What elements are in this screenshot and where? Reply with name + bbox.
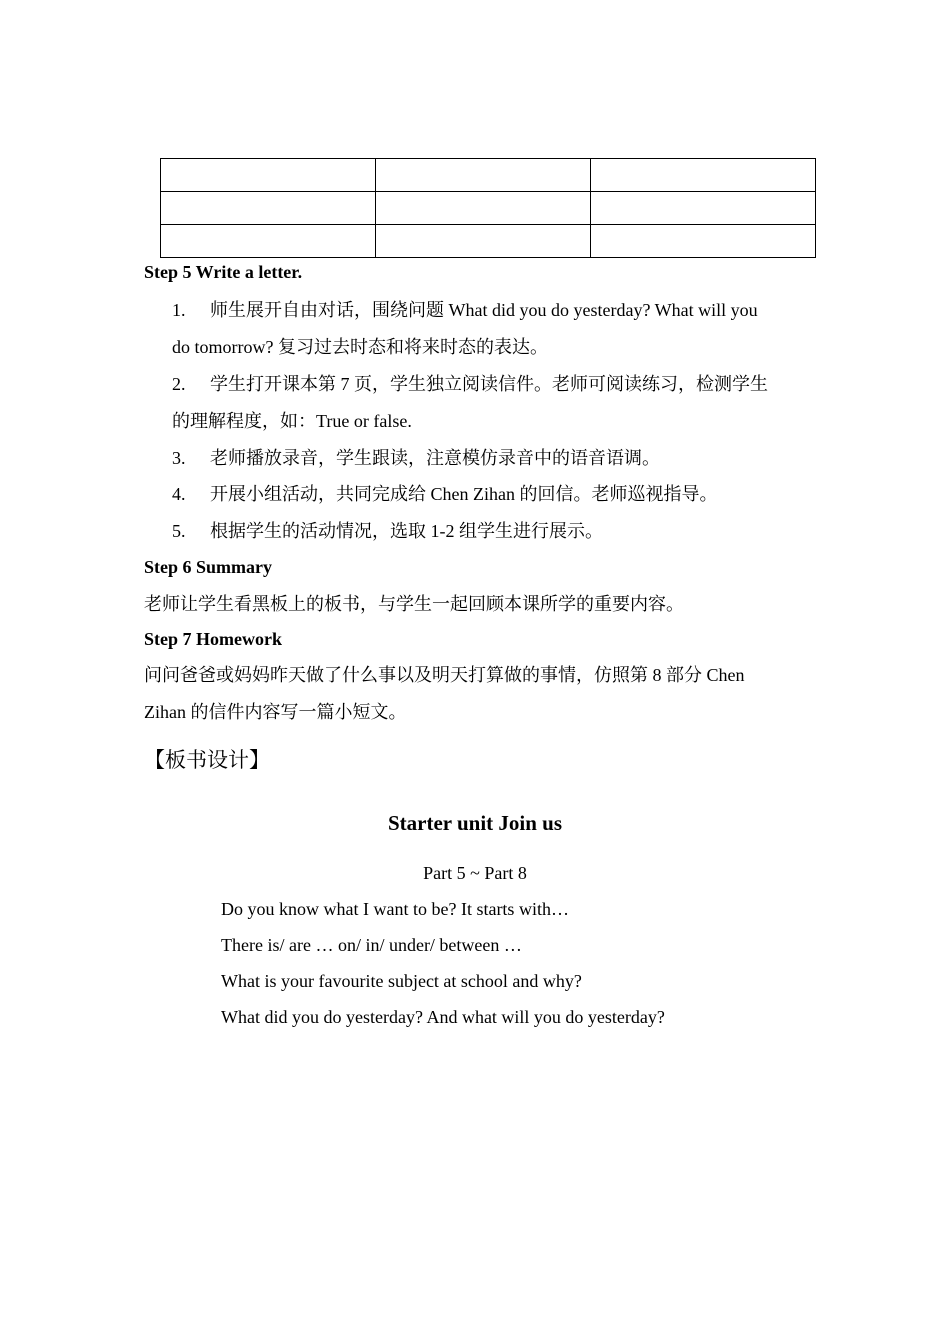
list-item bbox=[172, 482, 717, 506]
list-item-number: 2. bbox=[172, 374, 186, 394]
table-cell bbox=[376, 225, 591, 258]
board-line: What is your favourite subject at school and why? bbox=[221, 971, 582, 991]
table-cell bbox=[161, 192, 376, 225]
table-row bbox=[161, 192, 816, 225]
list-item-number: 5. bbox=[172, 521, 186, 541]
step6-text: 老师让学生看黑板上的板书，与学生一起回顾本课所学的重要内容。 bbox=[144, 594, 684, 614]
list-item-text: 开展小组活动，共同完成给 Chen Zihan 的回信。老师巡视指导。 bbox=[210, 484, 718, 504]
board-design-heading: 【板书设计】 bbox=[144, 748, 270, 772]
step6-heading: Step 6 Summary bbox=[144, 557, 273, 577]
table-cell bbox=[161, 159, 376, 192]
table-cell bbox=[591, 225, 816, 258]
table-row bbox=[161, 159, 816, 192]
board-subtitle: Part 5 ~ Part 8 bbox=[423, 863, 527, 883]
table-cell bbox=[161, 225, 376, 258]
table-cell bbox=[591, 159, 816, 192]
table-cell bbox=[376, 192, 591, 225]
list-item-continuation: do tomorrow? 复习过去时态和将来时态的表达。 bbox=[172, 337, 548, 357]
list-item-number: 1. bbox=[172, 300, 186, 320]
list-item-text: 根据学生的活动情况，选取 1-2 组学生进行展示。 bbox=[210, 521, 603, 541]
step7-text-continuation: Zihan 的信件内容写一篇小短文。 bbox=[144, 702, 407, 722]
board-line: Do you know what I want to be? It starts with… bbox=[221, 899, 569, 919]
list-item bbox=[172, 298, 758, 322]
step7-text: 问问爸爸或妈妈昨天做了什么事以及明天打算做的事情，仿照第 8 部分 Chen bbox=[144, 665, 745, 685]
board-line: What did you do yesterday? And what will you do yesterday? bbox=[221, 1007, 665, 1027]
list-item-text: 学生打开课本第 7 页，学生独立阅读信件。老师可阅读练习，检测学生 bbox=[210, 374, 768, 394]
list-item-text: 老师播放录音，学生跟读，注意模仿录音中的语音语调。 bbox=[210, 448, 660, 468]
list-item-text: 师生展开自由对话，围绕问题 What did you do yesterday? What will you bbox=[210, 300, 758, 320]
list-item-number: 3. bbox=[172, 448, 186, 468]
board-title: Starter unit Join us bbox=[387, 811, 563, 835]
list-item bbox=[172, 519, 603, 543]
board-line: There is/ are … on/ in/ under/ between … bbox=[221, 935, 522, 955]
list-item-continuation: 的理解程度，如：True or false. bbox=[172, 411, 412, 431]
list-item-number: 4. bbox=[172, 484, 186, 504]
table-cell bbox=[591, 192, 816, 225]
blank-table bbox=[160, 158, 816, 258]
step5-heading: Step 5 Write a letter. bbox=[144, 262, 303, 282]
step7-heading: Step 7 Homework bbox=[144, 629, 282, 649]
list-item bbox=[172, 446, 660, 470]
table-row bbox=[161, 225, 816, 258]
list-item bbox=[172, 372, 768, 396]
table-cell bbox=[376, 159, 591, 192]
